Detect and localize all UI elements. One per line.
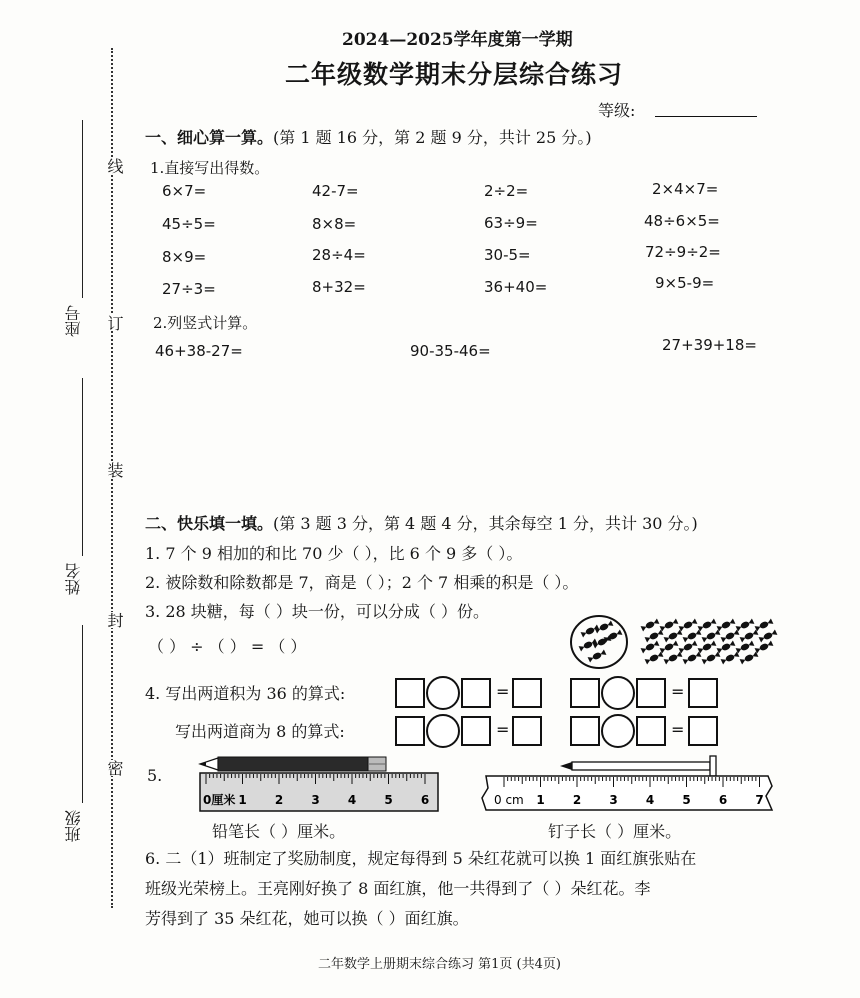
ruler-tick-label: 7 — [755, 793, 764, 807]
candy-icon — [759, 629, 778, 642]
binding-char-xian: 线 — [105, 158, 124, 174]
nail-ruler-svg — [480, 752, 774, 814]
candy-icon — [717, 618, 736, 631]
ruler-body — [482, 776, 772, 810]
ruler1-unit-label: 0厘米 — [203, 793, 236, 807]
oral-item: 9×5-9= — [655, 274, 715, 292]
ruler-tick-label: 2 — [274, 793, 284, 807]
candy-icon — [588, 649, 607, 662]
class-field-line[interactable] — [82, 625, 83, 803]
answer-box[interactable] — [570, 716, 600, 746]
equals-sign: = — [671, 682, 685, 701]
section2-header — [145, 511, 698, 534]
class-label: 班级 — [64, 810, 83, 842]
oral-item: 30-5= — [484, 246, 531, 264]
candy-icon — [755, 640, 774, 653]
ruler-tick-label: 6 — [718, 793, 728, 807]
fill-question-2: 2. 被除数和除数都是 7，商是（ ）；2 个 7 相乘的积是（ ）。 — [145, 573, 579, 592]
answer-box[interactable] — [395, 716, 425, 746]
q2-title: 2.列竖式计算。 — [153, 314, 258, 332]
binding-char-mi: 密 — [105, 760, 124, 776]
candy-icon — [736, 640, 755, 653]
binding-dotted-line — [111, 48, 113, 908]
operator-circle[interactable] — [601, 676, 635, 710]
candy-icon — [664, 651, 683, 664]
ruler-tick-label: 3 — [311, 793, 320, 807]
oral-item: 6×7= — [162, 182, 207, 200]
grade-label: 等级: — [598, 101, 636, 120]
answer-box[interactable] — [461, 678, 491, 708]
candy-icon — [702, 629, 721, 642]
oral-item: 72÷9÷2= — [645, 243, 721, 261]
answer-box[interactable] — [636, 678, 666, 708]
candy-illustration — [568, 612, 790, 672]
ruler-tick-label: 4 — [645, 793, 655, 807]
candy-icon — [721, 651, 740, 664]
binding-char-zhuang: 装 — [105, 462, 124, 478]
candy-icon — [717, 640, 736, 653]
answer-box[interactable] — [512, 678, 542, 708]
oral-item: 8+32= — [312, 278, 366, 296]
oral-item: 2×4×7= — [652, 180, 719, 198]
pencil-caption: 铅笔长（ ）厘米。 — [212, 822, 346, 841]
candy-icon — [641, 618, 660, 631]
candy-icon — [641, 640, 660, 653]
ruler-tick-label: 4 — [347, 793, 357, 807]
oral-item: 42-7= — [312, 182, 359, 200]
section2-note: (第 3 题 3 分，第 4 题 4 分，其余每空 1 分，共计 30 分。) — [273, 514, 698, 533]
q1-title: 1.直接写出得数。 — [150, 159, 270, 177]
oral-item: 36+40= — [484, 278, 548, 296]
candy-icon — [679, 618, 698, 631]
oral-item: 27÷3= — [162, 280, 216, 298]
fill-question-5-number: 5. — [147, 766, 163, 785]
vertical-calc-item: 90-35-46= — [410, 342, 491, 360]
candy-icon — [683, 629, 702, 642]
ruler-tick-label: 1 — [536, 793, 545, 807]
fill-question-6-line1: 6. 二（1）班制定了奖励制度，规定每得到 5 朵红花就可以换 1 面红旗张贴在 — [145, 849, 697, 868]
operator-circle[interactable] — [601, 714, 635, 748]
pencil-icon — [200, 757, 386, 771]
answer-box[interactable] — [570, 678, 600, 708]
ruler-tick-label: 1 — [238, 793, 247, 807]
fill-question-4-quotient: 写出两道商为 8 的算式: — [175, 722, 345, 741]
candy-icon — [702, 651, 721, 664]
answer-box[interactable] — [688, 678, 718, 708]
fill-question-3: 3. 28 块糖，每（ ）块一份，可以分成（ ）份。 — [145, 602, 489, 621]
candy-icon — [736, 618, 755, 631]
name-field-line[interactable] — [82, 378, 83, 556]
section1-note: (第 1 题 16 分，第 2 题 9 分，共计 25 分。) — [273, 128, 592, 147]
answer-box[interactable] — [461, 716, 491, 746]
oral-item: 8×8= — [312, 215, 357, 233]
fill-question-6-line2: 班级光荣榜上。王亮刚好换了 8 面红旗，他一共得到了（ ）朵红花。李 — [145, 879, 651, 898]
section1-header — [145, 125, 592, 148]
page-title: 二年级数学期末分层综合练习 — [285, 60, 624, 89]
operator-circle[interactable] — [426, 676, 460, 710]
candy-icon — [664, 629, 683, 642]
binding-char-ding: 订 — [105, 315, 124, 331]
section1-heading: 一、细心算一算。 — [145, 128, 274, 147]
candy-icon — [698, 618, 717, 631]
oral-item: 8×9= — [162, 248, 207, 266]
ruler-tick-label: 5 — [384, 793, 393, 807]
candy-icon — [721, 629, 740, 642]
operator-circle[interactable] — [426, 714, 460, 748]
candy-icon — [679, 640, 698, 653]
answer-box[interactable] — [395, 678, 425, 708]
nail-icon — [560, 756, 716, 776]
fill-question-4-product: 4. 写出两道积为 36 的算式: — [145, 684, 346, 703]
oral-item: 48÷6×5= — [644, 212, 720, 230]
nail-ruler-figure — [480, 752, 774, 814]
pencil-ruler-figure — [196, 752, 444, 814]
candy-icon — [645, 629, 664, 642]
vertical-calc-item: 46+38-27= — [155, 342, 243, 360]
fill-question-6-line3: 芳得到了 35 朵红花，她可以换（ ）面红旗。 — [145, 909, 469, 928]
candy-icon — [660, 618, 679, 631]
oral-item: 45÷5= — [162, 215, 216, 233]
nail-caption: 钉子长（ ）厘米。 — [548, 822, 682, 841]
answer-box[interactable] — [512, 716, 542, 746]
candy-svg — [568, 612, 790, 672]
name-label: 姓名 — [64, 563, 83, 595]
candy-icon — [645, 651, 664, 664]
candy-icon — [755, 618, 774, 631]
ruler-tick-label: 6 — [420, 793, 430, 807]
ruler-tick-label: 5 — [682, 793, 691, 807]
candy-icon — [740, 651, 759, 664]
school-year: 2024—2025学年度第一学期 — [342, 30, 573, 50]
vertical-calc-item: 27+39+18= — [662, 336, 757, 354]
ruler2-unit-label: 0 cm — [494, 793, 524, 807]
answer-box[interactable] — [636, 716, 666, 746]
fill-question-1: 1. 7 个 9 相加的和比 70 少（ ），比 6 个 9 多（ ）。 — [145, 544, 523, 563]
equals-sign: = — [496, 720, 510, 739]
candy-icon — [604, 629, 623, 642]
candy-icon — [698, 640, 717, 653]
ruler-tick-label: 2 — [572, 793, 582, 807]
candy-icon — [660, 640, 679, 653]
section2-heading: 二、快乐填一填。 — [145, 514, 274, 533]
ruler-tick-label: 3 — [609, 793, 618, 807]
pencil-ruler-svg — [196, 752, 444, 814]
oral-item: 28÷4= — [312, 246, 366, 264]
equals-sign: = — [496, 682, 510, 701]
candy-icon — [740, 629, 759, 642]
fill-question-3-formula: （ ） ÷ （ ） = （ ） — [148, 637, 307, 656]
answer-box[interactable] — [688, 716, 718, 746]
page-footer: 二年数学上册期末综合练习 第1页 (共4页) — [318, 957, 561, 972]
candy-icon — [683, 651, 702, 664]
binding-char-feng: 封 — [105, 612, 124, 628]
oral-item: 2÷2= — [484, 182, 529, 200]
seat-field-line[interactable] — [82, 120, 83, 298]
seat-label: 座号 — [64, 305, 83, 337]
oral-item: 63÷9= — [484, 214, 538, 232]
equals-sign: = — [671, 720, 685, 739]
grade-field[interactable] — [655, 116, 757, 117]
